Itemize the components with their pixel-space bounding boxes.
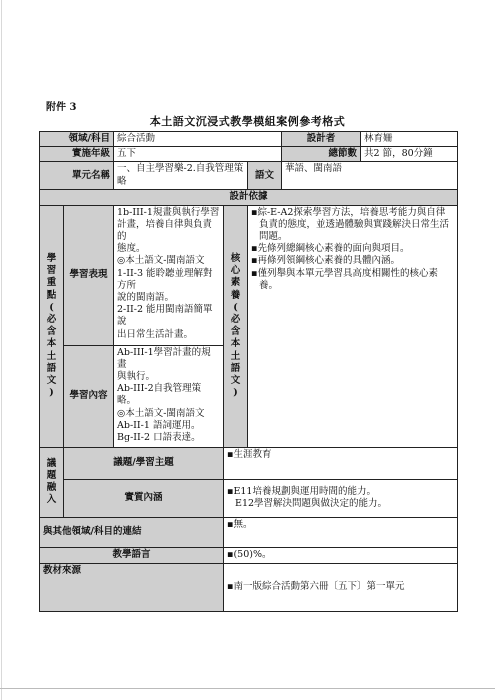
topic-value: ▪生涯教育 [224, 447, 458, 479]
substance-line: E12學習解決問題與做決定的能力。 [235, 498, 388, 510]
periods-cell [282, 147, 458, 162]
row-topic [40, 447, 458, 479]
performance-line: 態度。 [117, 243, 146, 255]
periods-label: 總節數 [282, 147, 361, 161]
core-competency-label [224, 205, 248, 447]
core-char: 必 [230, 313, 241, 325]
domain-label: 領域/科目 [40, 132, 114, 147]
row-performance [40, 205, 458, 345]
row-grade [40, 147, 458, 162]
teaching-language-value: ▪(50)%。 [224, 547, 458, 563]
other-links-label: 與其他領域/科目的連結 [40, 517, 224, 547]
designer-value: 林育姍 [364, 133, 393, 144]
learning-focus-char: 學 [46, 252, 57, 264]
core-char: 含 [230, 326, 241, 338]
other-links-value: ▪無。 [224, 517, 458, 547]
grade-value: 五下 [114, 147, 282, 162]
content-line: Ab-II-1 語詞運用。 [117, 419, 201, 431]
material-source-value: ▪南一版綜合活動第六冊〔五下〕第一單元 [224, 563, 458, 611]
designer-label: 設計者 [282, 132, 361, 146]
performance-line: 出日常生活計畫。 [117, 328, 194, 340]
attachment-label: 附件 3 [46, 102, 77, 113]
row-teaching-language [40, 547, 458, 563]
content-label: 學習內容 [64, 345, 114, 447]
issue-char: 入 [46, 494, 57, 506]
substance-label: 實質內涵 [64, 479, 224, 517]
bullet-icon: ▪ [251, 267, 258, 279]
language-label: 語文 [248, 162, 282, 190]
issue-char: 議 [46, 457, 57, 469]
document-title: 本土語文沉浸式教學模組案例參考格式 [149, 115, 346, 128]
substance-line: ▪E11培養規劃與運用時間的能力。 [227, 485, 376, 497]
learning-focus-char: 語 [46, 362, 57, 374]
core-item [251, 207, 454, 244]
core-char: 文 [230, 374, 241, 386]
performance-line: 說 [117, 316, 127, 328]
core-char: 養 [230, 289, 241, 301]
teaching-language-label: 教學語言 [40, 547, 224, 563]
learning-focus-char: 本 [46, 338, 57, 350]
domain-value: 綜合活動 [114, 132, 282, 147]
row-design-basis [40, 190, 458, 205]
core-competency-value [248, 205, 458, 447]
content-line: 與執行。 [117, 371, 156, 383]
bullet-icon: ▪ [251, 243, 258, 255]
row-domain [40, 132, 458, 147]
core-item [251, 255, 454, 267]
periods-value: 共2 節，80分鐘 [364, 148, 433, 160]
performance-value [114, 205, 224, 345]
learning-focus-label [40, 205, 64, 447]
core-item [251, 268, 454, 292]
content-line: Bg-II-2 口語表達。 [117, 432, 201, 444]
core-item-text: 綜-E-A2探索學習方法，培養思考能力與自律負責的態度，並透過體驗與實踐解決日常生活問題。 [257, 206, 450, 243]
performance-line: ◎本土語文-閩南語文 [117, 255, 205, 267]
core-item-text: 先條列總綱核心素養的面向與項目。 [257, 243, 410, 255]
material-source-label: 教材來源 [40, 563, 224, 611]
core-char: 語 [230, 362, 241, 374]
bullet-icon: ▪ [251, 255, 258, 267]
designer-cell [282, 132, 458, 147]
learning-focus-char: 必 [46, 313, 57, 325]
learning-focus-char: 土 [46, 350, 57, 362]
core-char: 素 [230, 277, 241, 289]
lesson-plan-table [39, 131, 458, 612]
content-line: 略。 [117, 395, 137, 407]
learning-focus-char: 習 [46, 265, 57, 277]
row-material-source [40, 563, 458, 611]
learning-focus-char: 重 [46, 277, 57, 289]
core-item [251, 243, 454, 255]
unit-label: 單元名稱 [40, 162, 114, 190]
performance-line: 2-II-2 能用閩南語簡單 [117, 304, 213, 316]
core-char: 核 [230, 252, 241, 264]
design-basis-heading: 設計依據 [40, 190, 458, 205]
content-line: Ab-III-2自我管理策 [117, 383, 202, 395]
core-item-text: 僅列舉與本單元學習具高度相關性的核心素養。 [257, 267, 438, 291]
core-char: 本 [230, 338, 241, 350]
row-other-links [40, 517, 458, 547]
performance-line: 1-II-3 能聆聽並理解對 [117, 267, 213, 279]
learning-focus-char: 含 [46, 326, 57, 338]
learning-focus-char: 點 [46, 289, 57, 301]
grade-label: 實施年級 [40, 147, 114, 162]
core-char: ( [233, 301, 238, 313]
scan-edge-bottom [0, 688, 495, 689]
bullet-icon: ▪ [251, 206, 258, 218]
performance-line: 方所 [117, 279, 137, 291]
row-unit [40, 162, 458, 190]
performance-line: 1b-III-1規畫與執行學習 [117, 206, 220, 218]
learning-focus-char: ) [49, 387, 54, 399]
core-char: 土 [230, 350, 241, 362]
content-line: Ab-III-1學習計畫的規畫 [117, 346, 211, 370]
core-item-text: 再條列領綱核心素養的具體內涵。 [257, 255, 400, 267]
substance-value [224, 479, 458, 517]
issue-char: 題 [46, 469, 57, 481]
learning-focus-char: 文 [46, 374, 57, 386]
core-char: 心 [230, 265, 241, 277]
scan-edge-left [1, 0, 2, 700]
language-value: 華語、閩南語 [282, 162, 458, 190]
content-line: ◎本土語文-閩南語文 [117, 407, 205, 419]
unit-value: 一、自主學習樂-2.自我管理策略 [114, 162, 248, 190]
issue-char: 融 [46, 482, 57, 494]
performance-label: 學習表現 [64, 205, 114, 345]
content-value [114, 345, 224, 447]
performance-line: 說的閩南語。 [117, 292, 175, 304]
learning-focus-char: ( [49, 301, 54, 313]
issue-integration-label [40, 447, 64, 517]
row-substance [40, 479, 458, 517]
core-char: ) [233, 387, 238, 399]
topic-label: 議題/學習主題 [64, 447, 224, 479]
performance-line: 計畫，培養自律與負責的 [117, 218, 213, 243]
